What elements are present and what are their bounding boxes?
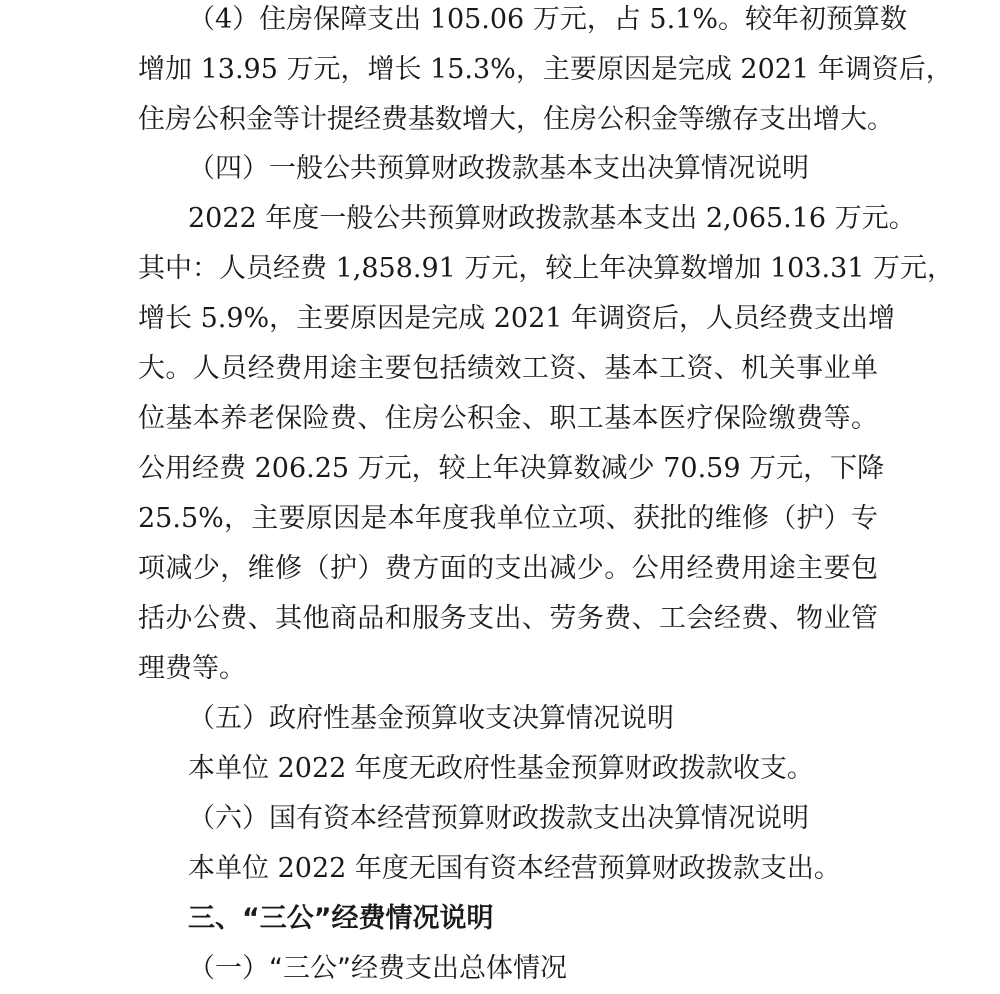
section-heading: （四）一般公共预算财政拨款基本支出决算情况说明 xyxy=(188,153,809,184)
section-heading: （一）“三公”经费支出总体情况 xyxy=(188,953,567,984)
paragraph-line: 大。人员经费用途主要包括绩效工资、基本工资、机关事业单 xyxy=(138,353,878,384)
chapter-heading: 三、“三公”经费情况说明 xyxy=(188,903,494,934)
paragraph-line: 理费等。 xyxy=(138,653,246,684)
paragraph-line: 2022 年度一般公共预算财政拨款基本支出 2,065.16 万元。 xyxy=(188,203,916,234)
paragraph-line: 项减少，维修（护）费方面的支出减少。公用经费用途主要包 xyxy=(138,553,878,584)
section-heading: （五）政府性基金预算收支决算情况说明 xyxy=(188,703,674,734)
paragraph-line: 其中：人员经费 1,858.91 万元，较上年决算数增加 103.31 万元， xyxy=(138,253,955,284)
paragraph-line: 增加 13.95 万元，增长 15.3%，主要原因是完成 2021 年调资后， xyxy=(138,54,953,85)
paragraph-line: 本单位 2022 年度无政府性基金预算财政拨款收支。 xyxy=(188,753,814,784)
paragraph-line: 住房公积金等计提经费基数增大，住房公积金等缴存支出增大。 xyxy=(138,104,894,135)
paragraph-line: （4）住房保障支出 105.06 万元，占 5.1%。较年初预算数 xyxy=(188,4,907,35)
paragraph-line: 括办公费、其他商品和服务支出、劳务费、工会经费、物业管 xyxy=(138,603,878,634)
paragraph-line: 本单位 2022 年度无国有资本经营预算财政拨款支出。 xyxy=(188,853,841,884)
paragraph-line: 公用经费 206.25 万元，较上年决算数减少 70.59 万元，下降 xyxy=(138,453,885,484)
paragraph-line: 增长 5.9%，主要原因是完成 2021 年调资后，人员经费支出增 xyxy=(138,303,896,334)
section-heading: （六）国有资本经营预算财政拨款支出决算情况说明 xyxy=(188,803,809,834)
paragraph-line: 位基本养老保险费、住房公积金、职工基本医疗保险缴费等。 xyxy=(138,403,878,434)
paragraph-line: 25.5%，主要原因是本年度我单位立项、获批的维修（护）专 xyxy=(138,503,878,534)
